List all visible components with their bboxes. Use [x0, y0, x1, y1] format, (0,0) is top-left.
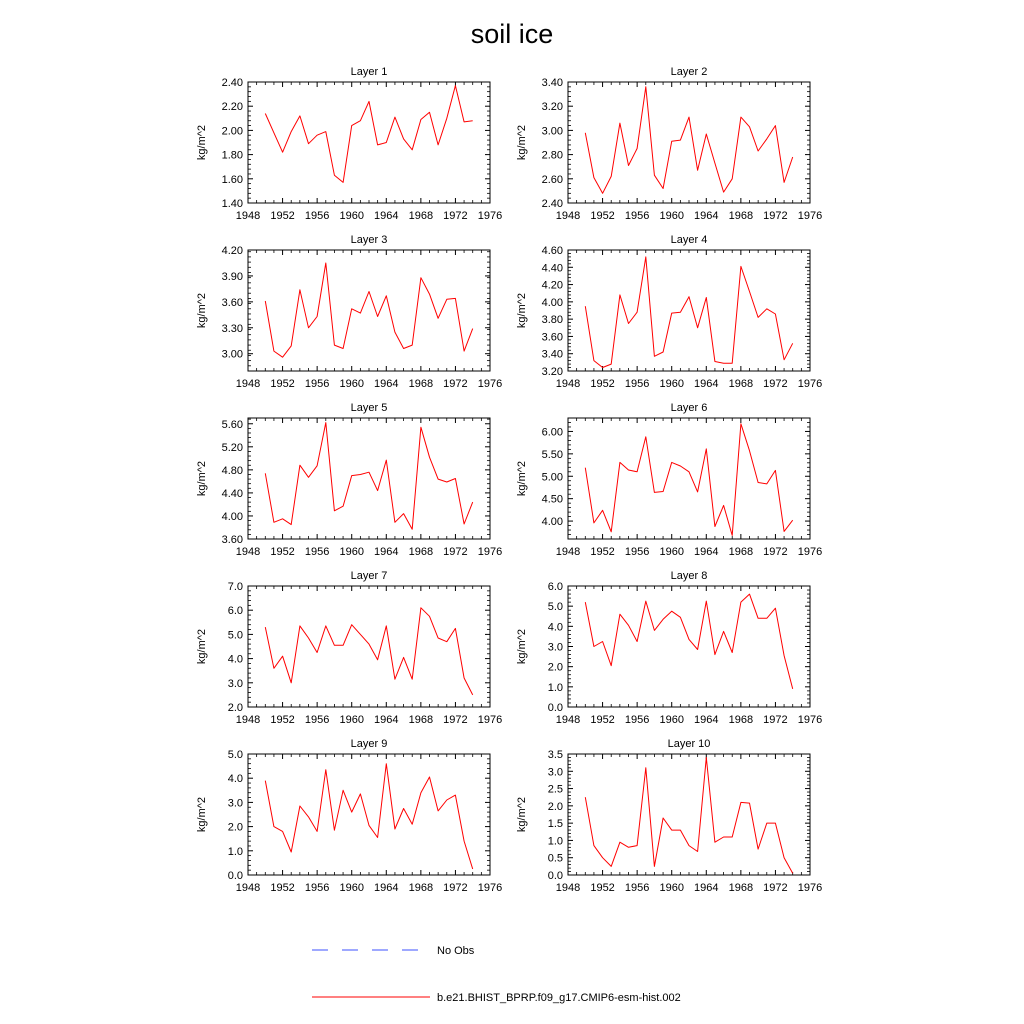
panel-layer-2 [516, 66, 822, 222]
panel-title-layer-5: Layer 5 [350, 402, 388, 414]
y-tick-label: 1.60 [221, 173, 243, 186]
panel-title-layer-2: Layer 2 [670, 66, 708, 78]
x-tick-label: 1956 [624, 882, 650, 894]
x-tick-label: 1952 [270, 378, 295, 390]
x-tick-label: 1956 [624, 378, 650, 390]
y-axis-label-layer-8: kg/m^2 [516, 628, 528, 665]
y-tick-label: 4.50 [541, 493, 563, 506]
y-tick-label: 5.50 [541, 448, 563, 461]
y-tick-label: 0.0 [227, 870, 243, 882]
x-tick-label: 1956 [624, 546, 650, 558]
data-line-layer-9 [265, 764, 472, 869]
y-tick-label: 0.0 [547, 702, 563, 714]
y-tick-label: 3.30 [221, 322, 243, 335]
x-tick-label: 1972 [443, 882, 468, 894]
panel-layer-4 [516, 234, 822, 390]
x-tick-label: 1948 [235, 546, 261, 558]
x-tick-label: 1972 [443, 714, 468, 726]
y-tick-label: 2.40 [541, 198, 563, 210]
y-axis-label-layer-2: kg/m^2 [516, 124, 528, 161]
panel-layer-10 [516, 738, 822, 894]
x-tick-label: 1956 [304, 378, 330, 390]
y-tick-label: 3.0 [227, 677, 243, 690]
x-tick-label: 1976 [477, 714, 503, 726]
y-tick-label: 3.5 [547, 749, 563, 761]
data-line-layer-1 [265, 86, 472, 183]
x-tick-label: 1960 [659, 882, 684, 894]
x-tick-label: 1952 [270, 546, 295, 558]
data-line-layer-7 [265, 608, 472, 695]
plot-frame-layer-1 [248, 82, 490, 203]
plot-frame-layer-2 [568, 82, 810, 203]
y-tick-label: 4.60 [541, 245, 563, 257]
x-tick-label: 1948 [555, 546, 581, 558]
y-axis-label-layer-3: kg/m^2 [196, 292, 208, 329]
panels-group [196, 66, 822, 894]
x-tick-label: 1960 [339, 882, 364, 894]
y-tick-label: 2.0 [227, 702, 243, 714]
y-tick-label: 4.40 [541, 262, 563, 275]
y-tick-label: 4.20 [221, 245, 243, 257]
y-tick-label: 4.80 [221, 464, 243, 477]
data-line-layer-4 [585, 257, 792, 368]
x-tick-label: 1976 [477, 378, 503, 390]
data-line-layer-3 [265, 263, 472, 357]
y-tick-label: 1.5 [547, 818, 563, 831]
x-tick-label: 1956 [304, 546, 330, 558]
x-tick-label: 1976 [477, 882, 503, 894]
x-tick-label: 1956 [624, 714, 650, 726]
y-tick-label: 3.00 [221, 348, 243, 361]
y-tick-label: 2.40 [221, 77, 243, 89]
x-tick-label: 1952 [590, 378, 615, 390]
x-tick-label: 1976 [477, 210, 503, 222]
x-tick-label: 1960 [659, 714, 684, 726]
y-tick-label: 3.80 [541, 314, 563, 327]
y-tick-label: 3.0 [547, 641, 563, 654]
y-tick-label: 3.60 [541, 331, 563, 344]
x-tick-label: 1956 [624, 210, 650, 222]
x-tick-label: 1952 [270, 882, 295, 894]
x-tick-label: 1972 [763, 210, 788, 222]
y-tick-label: 2.0 [227, 821, 243, 834]
y-tick-label: 5.00 [541, 471, 563, 484]
panel-title-layer-3: Layer 3 [350, 234, 388, 246]
y-tick-label: 4.0 [547, 621, 563, 634]
legend-no-obs-label: No Obs [437, 945, 475, 957]
legend-model-label: b.e21.BHIST_BPRP.f09_g17.CMIP6-esm-hist.002 [437, 992, 681, 1004]
x-tick-label: 1964 [694, 714, 719, 726]
x-tick-label: 1960 [339, 210, 364, 222]
x-tick-label: 1952 [590, 882, 615, 894]
y-tick-label: 3.20 [541, 101, 563, 114]
y-tick-label: 3.20 [541, 366, 563, 378]
y-tick-label: 4.40 [221, 487, 243, 500]
x-tick-label: 1956 [304, 210, 330, 222]
figure-title: soil ice [470, 19, 554, 49]
x-tick-label: 1952 [590, 714, 615, 726]
y-tick-label: 1.0 [227, 845, 243, 858]
panel-layer-7 [196, 570, 502, 726]
y-tick-label: 2.00 [221, 125, 243, 138]
y-tick-label: 3.60 [221, 534, 243, 546]
y-tick-label: 4.20 [541, 279, 563, 292]
x-tick-label: 1948 [555, 210, 581, 222]
y-tick-label: 1.40 [221, 198, 243, 210]
panel-layer-8 [516, 570, 822, 726]
y-tick-label: 2.0 [547, 661, 563, 674]
x-tick-label: 1952 [590, 546, 615, 558]
y-tick-label: 1.0 [547, 681, 563, 694]
y-tick-label: 5.20 [221, 441, 243, 454]
x-tick-label: 1964 [374, 546, 399, 558]
panel-title-layer-7: Layer 7 [350, 570, 388, 582]
plot-frame-layer-10 [568, 754, 810, 875]
y-tick-label: 3.40 [541, 77, 563, 89]
y-axis-label-layer-9: kg/m^2 [196, 796, 208, 833]
x-tick-label: 1964 [694, 546, 719, 558]
x-tick-label: 1968 [728, 210, 754, 222]
x-tick-label: 1952 [590, 210, 615, 222]
y-tick-label: 2.5 [547, 783, 563, 796]
y-axis-label-layer-6: kg/m^2 [516, 460, 528, 497]
x-tick-label: 1960 [659, 546, 684, 558]
x-tick-label: 1960 [659, 210, 684, 222]
panel-title-layer-1: Layer 1 [350, 66, 388, 78]
x-tick-label: 1968 [728, 714, 754, 726]
x-tick-label: 1968 [728, 882, 754, 894]
data-line-layer-10 [585, 758, 792, 874]
x-tick-label: 1948 [235, 378, 261, 390]
x-tick-label: 1960 [339, 546, 364, 558]
y-tick-label: 2.20 [221, 101, 243, 114]
x-tick-label: 1976 [797, 714, 823, 726]
x-tick-label: 1956 [304, 882, 330, 894]
y-axis-label-layer-5: kg/m^2 [196, 460, 208, 497]
x-tick-label: 1964 [374, 882, 399, 894]
x-tick-label: 1976 [797, 882, 823, 894]
x-tick-label: 1968 [728, 378, 754, 390]
x-tick-label: 1964 [374, 378, 399, 390]
y-tick-label: 0.0 [547, 870, 563, 882]
x-tick-label: 1972 [763, 546, 788, 558]
legend [312, 945, 681, 1004]
x-tick-label: 1956 [304, 714, 330, 726]
x-tick-label: 1964 [694, 882, 719, 894]
x-tick-label: 1952 [270, 210, 295, 222]
data-line-layer-6 [585, 424, 792, 536]
x-tick-label: 1968 [408, 378, 434, 390]
y-tick-label: 4.0 [227, 773, 243, 786]
y-tick-label: 1.80 [221, 149, 243, 162]
x-tick-label: 1948 [235, 210, 261, 222]
x-tick-label: 1964 [374, 210, 399, 222]
x-tick-label: 1948 [235, 882, 261, 894]
plot-frame-layer-6 [568, 418, 810, 539]
y-tick-label: 4.00 [221, 510, 243, 523]
plot-frame-layer-4 [568, 250, 810, 371]
y-tick-label: 1.0 [547, 835, 563, 848]
x-tick-label: 1968 [728, 546, 754, 558]
x-tick-label: 1960 [339, 714, 364, 726]
x-tick-label: 1972 [443, 210, 468, 222]
x-tick-label: 1972 [763, 714, 788, 726]
y-tick-label: 6.0 [227, 605, 243, 618]
x-tick-label: 1972 [443, 546, 468, 558]
y-tick-label: 2.0 [547, 800, 563, 813]
plot-frame-layer-9 [248, 754, 490, 875]
panel-layer-3 [196, 234, 502, 390]
x-tick-label: 1964 [374, 714, 399, 726]
x-tick-label: 1968 [408, 210, 434, 222]
x-tick-label: 1960 [659, 378, 684, 390]
x-tick-label: 1964 [694, 378, 719, 390]
y-tick-label: 3.0 [227, 797, 243, 810]
panel-title-layer-8: Layer 8 [670, 570, 708, 582]
panel-layer-5 [196, 402, 502, 558]
y-tick-label: 0.5 [547, 852, 563, 865]
x-tick-label: 1972 [443, 378, 468, 390]
x-tick-label: 1976 [797, 378, 823, 390]
y-tick-label: 5.0 [547, 601, 563, 614]
y-tick-label: 2.60 [541, 173, 563, 186]
y-tick-label: 4.0 [227, 653, 243, 666]
y-tick-label: 5.0 [227, 749, 243, 761]
x-tick-label: 1964 [694, 210, 719, 222]
panel-title-layer-6: Layer 6 [670, 402, 708, 414]
x-tick-label: 1948 [235, 714, 261, 726]
data-line-layer-5 [265, 423, 472, 530]
y-tick-label: 2.80 [541, 149, 563, 162]
x-tick-label: 1976 [797, 210, 823, 222]
x-tick-label: 1952 [270, 714, 295, 726]
x-tick-label: 1948 [555, 882, 581, 894]
x-tick-label: 1948 [555, 714, 581, 726]
plot-frame-layer-7 [248, 586, 490, 707]
panel-title-layer-4: Layer 4 [670, 234, 708, 246]
panel-title-layer-9: Layer 9 [350, 738, 388, 750]
plot-frame-layer-3 [248, 250, 490, 371]
panel-layer-9 [196, 738, 502, 894]
panel-title-layer-10: Layer 10 [667, 738, 711, 750]
y-tick-label: 3.90 [221, 270, 243, 283]
y-axis-label-layer-10: kg/m^2 [516, 796, 528, 833]
y-axis-label-layer-4: kg/m^2 [516, 292, 528, 329]
y-tick-label: 3.40 [541, 348, 563, 361]
y-tick-label: 6.0 [547, 581, 563, 593]
y-tick-label: 4.00 [541, 516, 563, 529]
x-tick-label: 1972 [763, 882, 788, 894]
y-axis-label-layer-7: kg/m^2 [196, 628, 208, 665]
y-tick-label: 7.0 [227, 581, 243, 593]
y-tick-label: 3.0 [547, 766, 563, 779]
y-tick-label: 3.00 [541, 125, 563, 138]
x-tick-label: 1968 [408, 714, 434, 726]
x-tick-label: 1968 [408, 546, 434, 558]
y-tick-label: 3.60 [221, 296, 243, 309]
panel-layer-6 [516, 402, 822, 558]
x-tick-label: 1960 [339, 378, 364, 390]
data-line-layer-8 [585, 594, 792, 689]
y-axis-label-layer-1: kg/m^2 [196, 124, 208, 161]
x-tick-label: 1976 [797, 546, 823, 558]
y-tick-label: 6.00 [541, 426, 563, 439]
y-tick-label: 4.00 [541, 296, 563, 309]
plot-frame-layer-5 [248, 418, 490, 539]
panel-layer-1 [196, 66, 502, 222]
data-line-layer-2 [585, 87, 792, 194]
x-tick-label: 1948 [555, 378, 581, 390]
x-tick-label: 1968 [408, 882, 434, 894]
y-tick-label: 5.0 [227, 629, 243, 642]
x-tick-label: 1972 [763, 378, 788, 390]
y-tick-label: 5.60 [221, 418, 243, 431]
x-tick-label: 1976 [477, 546, 503, 558]
